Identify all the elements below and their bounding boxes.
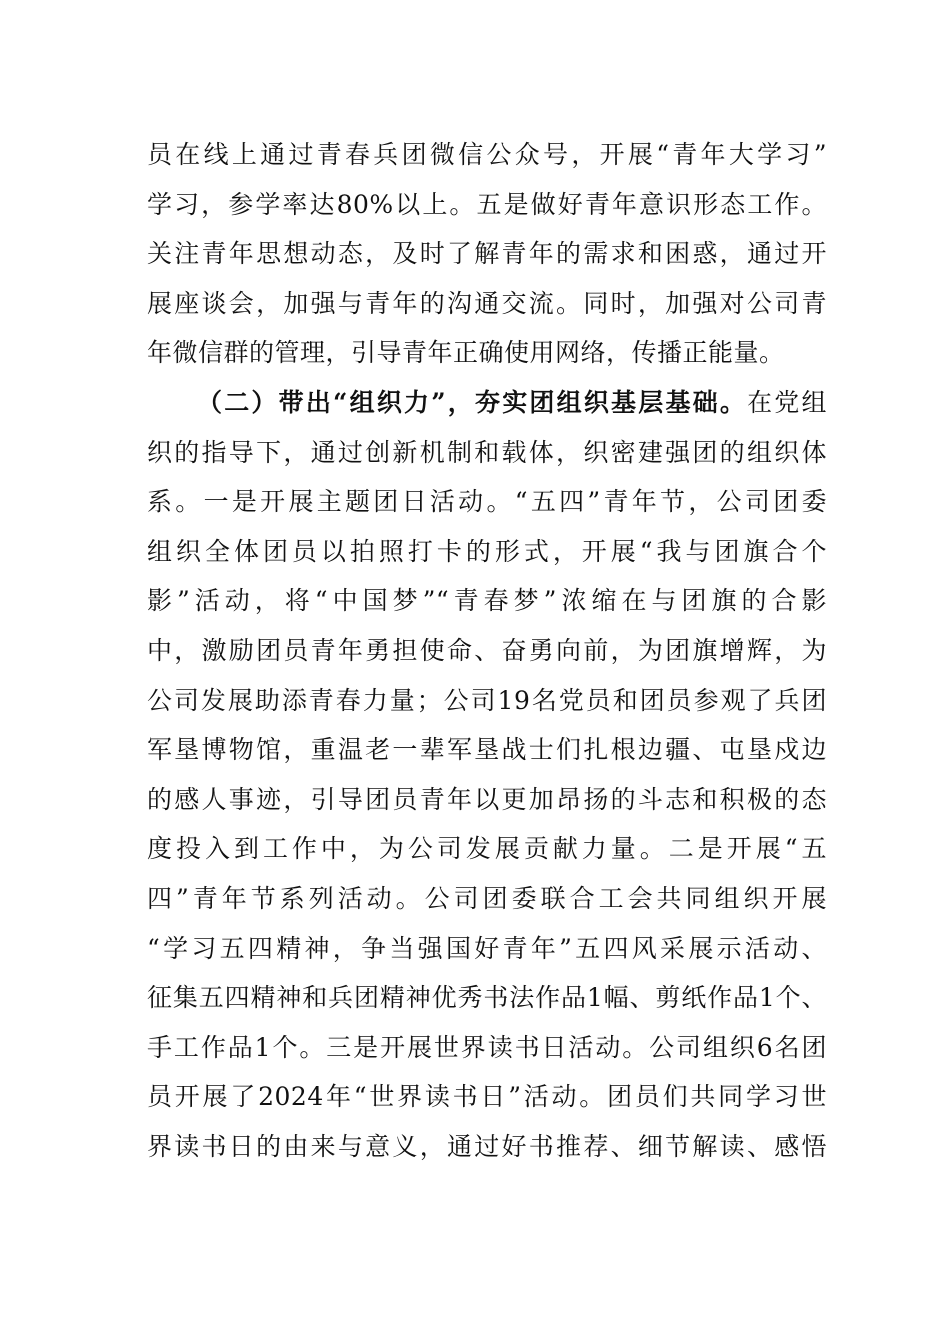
paragraph-line: 四”青年节系列活动。公司团委联合工会共同组织开展 bbox=[147, 883, 827, 913]
paragraph-line: 学习，参学率达80%以上。五是做好青年意识形态工作。 bbox=[147, 189, 827, 219]
section-heading: （二）带出“组织力”，夯实团组织基层基础。 bbox=[197, 387, 748, 417]
paragraph-line: 员在线上通过青春兵团微信公众号，开展“青年大学习” bbox=[147, 140, 827, 169]
paragraph-line: 公司发展助添青春力量；公司19名党员和团员参观了兵团 bbox=[147, 685, 827, 715]
paragraph-line: 界读书日的由来与意义，通过好书推荐、细节解读、感悟 bbox=[147, 1131, 827, 1161]
paragraph-line: “学习五四精神，争当强国好青年”五四风采展示活动、 bbox=[147, 933, 827, 963]
paragraph-line: 年微信群的管理，引导青年正确使用网络，传播正能量。 bbox=[147, 338, 785, 368]
paragraph-line: 影”活动，将“中国梦”“青春梦”浓缩在与团旗的合影 bbox=[147, 586, 827, 616]
body-text bbox=[147, 130, 827, 1171]
paragraph-line: 的感人事迹，引导团员青年以更加昂扬的斗志和积极的态 bbox=[147, 784, 827, 814]
paragraph-text: 在党组 bbox=[747, 387, 827, 417]
paragraph-line: 组织全体团员以拍照打卡的形式，开展“我与团旗合个 bbox=[147, 536, 827, 566]
paragraph-line: 关注青年思想动态，及时了解青年的需求和困惑，通过开 bbox=[147, 239, 827, 269]
section-heading-line bbox=[147, 378, 827, 428]
paragraph-line: 手工作品1个。三是开展世界读书日活动。公司组织6名团 bbox=[147, 1032, 827, 1062]
paragraph-line: 征集五四精神和兵团精神优秀书法作品1幅、剪纸作品1个、 bbox=[147, 983, 827, 1013]
paragraph-line: 展座谈会，加强与青年的沟通交流。同时，加强对公司青 bbox=[147, 288, 827, 318]
paragraph-line: 度投入到工作中，为公司发展贡献力量。二是开展“五 bbox=[147, 834, 827, 864]
paragraph-line: 织的指导下，通过创新机制和载体，织密建强团的组织体 bbox=[147, 437, 827, 467]
paragraph-line: 员开展了2024年“世界读书日”活动。团员们共同学习世 bbox=[147, 1082, 827, 1112]
paragraph-line: 中，激励团员青年勇担使命、奋勇向前，为团旗增辉，为 bbox=[147, 635, 827, 665]
paragraph-line: 军垦博物馆，重温老一辈军垦战士们扎根边疆、屯垦戍边 bbox=[147, 735, 827, 765]
paragraph-line: 系。一是开展主题团日活动。“五四”青年节，公司团委 bbox=[147, 487, 827, 517]
